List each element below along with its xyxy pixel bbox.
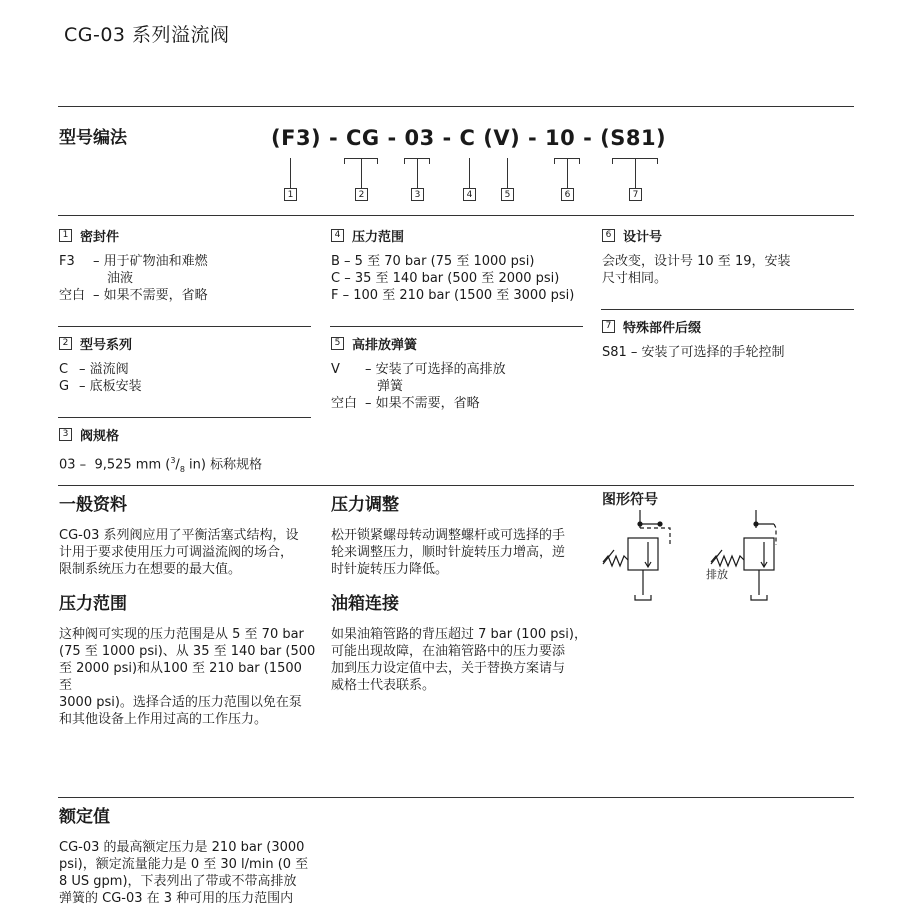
model-marker-4: 4 xyxy=(463,188,476,201)
section-pressure-range xyxy=(331,226,583,304)
paragraph-line: CG-03 的最高额定压力是 210 bar (3000 xyxy=(59,840,305,855)
suffix-text: S81 – 安装了可选择的手轮控制 xyxy=(602,345,785,360)
pressure-range-info xyxy=(59,589,317,728)
divider xyxy=(58,797,854,798)
section-title: 型号系列 xyxy=(80,338,133,353)
section-number: 3 xyxy=(59,428,72,441)
option-text: – 底板安装 xyxy=(79,379,142,394)
section-design-number xyxy=(602,226,854,287)
section-number: 1 xyxy=(59,229,72,242)
option-text: 油液 xyxy=(107,271,134,286)
paragraph-line: psi)，额定流量能力是 0 至 30 l/min (0 至 xyxy=(59,857,309,872)
divider xyxy=(58,326,311,327)
model-marker-3: 3 xyxy=(411,188,424,201)
model-marker-7: 7 xyxy=(629,188,642,201)
section-number: 7 xyxy=(602,320,615,333)
option-text: – 如果不需要，省略 xyxy=(93,288,208,303)
model-marker-1: 1 xyxy=(284,188,297,201)
section-number: 6 xyxy=(602,229,615,242)
option-text: – 用于矿物油和难燃 xyxy=(93,254,208,269)
option-line: B – 5 至 70 bar (75 至 1000 psi) xyxy=(331,254,535,269)
section-valve-size xyxy=(59,425,319,478)
paragraph-line: 8 US gpm)，下表列出了带或不带高排放 xyxy=(59,874,297,889)
relief-valve-vent-symbol xyxy=(706,510,786,605)
section-title: 高排放弹簧 xyxy=(352,338,418,353)
option-text: – 溢流阀 xyxy=(79,362,129,377)
option-key: F3 xyxy=(59,254,75,269)
paragraph-line: 这种阀可实现的压力范围是从 5 至 70 bar xyxy=(59,627,304,642)
section-number: 2 xyxy=(59,337,72,350)
paragraph-line: 计用于要求使用压力可调溢流阀的场合， xyxy=(59,545,294,560)
section-seal xyxy=(59,226,311,304)
option-text: 弹簧 xyxy=(377,379,404,394)
model-marker-5: 5 xyxy=(501,188,514,201)
paragraph-line: 轮来调整压力，顺时针旋转压力增高，逆 xyxy=(331,545,566,560)
paragraph-line: 弹簧的 CG-03 在 3 种可用的压力范围内 xyxy=(59,891,294,906)
divider xyxy=(58,485,854,486)
divider xyxy=(58,417,311,418)
option-key: V xyxy=(331,362,340,377)
size-line: 03 – 9,525 mm ($^3/_8$ in) 标称规格 xyxy=(59,456,263,474)
paragraph-line: 如果油箱管路的背压超过 7 bar (100 psi)， xyxy=(331,627,587,642)
option-line: F – 100 至 210 bar (1500 至 3000 psi) xyxy=(331,288,575,303)
paragraph-line: 3000 psi)。选择合适的压力范围以免在泵 xyxy=(59,695,302,710)
section-title: 压力范围 xyxy=(352,230,405,245)
section-number: 4 xyxy=(331,229,344,242)
option-text: – 安装了可选择的高排放 xyxy=(365,362,506,377)
relief-valve-symbol xyxy=(600,510,680,605)
option-key: C xyxy=(59,362,69,377)
section-number: 5 xyxy=(331,337,344,350)
paragraph-line: 时针旋转压力降低。 xyxy=(331,562,449,577)
divider xyxy=(330,326,583,327)
model-marker-6: 6 xyxy=(561,188,574,201)
model-marker-2: 2 xyxy=(355,188,368,201)
section-title: 密封件 xyxy=(80,230,120,245)
section-heading: 一般资料 xyxy=(59,495,127,515)
paragraph-line: (75 至 1000 psi)、从 35 至 140 bar (500 xyxy=(59,644,316,659)
model-code: (F3) - CG - 03 - C (V) - 10 - (S81) xyxy=(271,126,667,150)
section-special-suffix xyxy=(602,317,854,361)
section-title: 设计号 xyxy=(623,230,663,245)
option-line: C – 35 至 140 bar (500 至 2000 psi) xyxy=(331,271,560,286)
divider xyxy=(601,309,854,310)
divider xyxy=(58,106,854,107)
paragraph-line: 和其他设备上作用过高的工作压力。 xyxy=(59,712,268,727)
page-title: CG-03 系列溢流阀 xyxy=(64,24,230,46)
paragraph-line: 加到压力设定值中去，关于替换方案请与 xyxy=(331,661,566,676)
section-heading: 油箱连接 xyxy=(331,594,399,614)
general-info xyxy=(59,490,317,578)
option-text: – 如果不需要，省略 xyxy=(365,396,480,411)
ratings-info xyxy=(59,802,329,907)
model-code-heading: 型号编法 xyxy=(59,128,127,148)
design-text: 尺寸相同。 xyxy=(602,271,668,286)
section-high-vent-spring xyxy=(331,334,583,412)
paragraph-line: 至 2000 psi)和从100 至 210 bar (1500 至 xyxy=(59,661,302,693)
section-heading: 压力范围 xyxy=(59,594,127,614)
section-title: 阀规格 xyxy=(80,429,120,444)
drain-label: 排放 xyxy=(706,568,728,581)
design-text: 会改变，设计号 10 至 19，安装 xyxy=(602,254,791,269)
section-heading: 压力调整 xyxy=(331,495,399,515)
paragraph-line: 松开锁紧螺母转动调整螺杆或可选择的手 xyxy=(331,528,566,543)
option-key: 空白 xyxy=(59,288,86,303)
section-heading: 额定值 xyxy=(59,807,110,827)
section-series xyxy=(59,334,311,395)
option-key: G xyxy=(59,379,70,394)
paragraph-line: 可能出现故障，在油箱管路中的压力要添 xyxy=(331,644,566,659)
pressure-adjust-info xyxy=(331,490,589,578)
section-title: 特殊部件后缀 xyxy=(623,321,702,336)
paragraph-line: 限制系统压力在想要的最大值。 xyxy=(59,562,242,577)
paragraph-line: CG-03 系列阀应用了平衡活塞式结构，设 xyxy=(59,528,299,543)
option-key: 空白 xyxy=(331,396,358,411)
symbols-heading: 图形符号 xyxy=(602,492,658,508)
divider xyxy=(58,215,854,216)
paragraph-line: 威格士代表联系。 xyxy=(331,678,436,693)
tank-connection-info xyxy=(331,589,589,694)
